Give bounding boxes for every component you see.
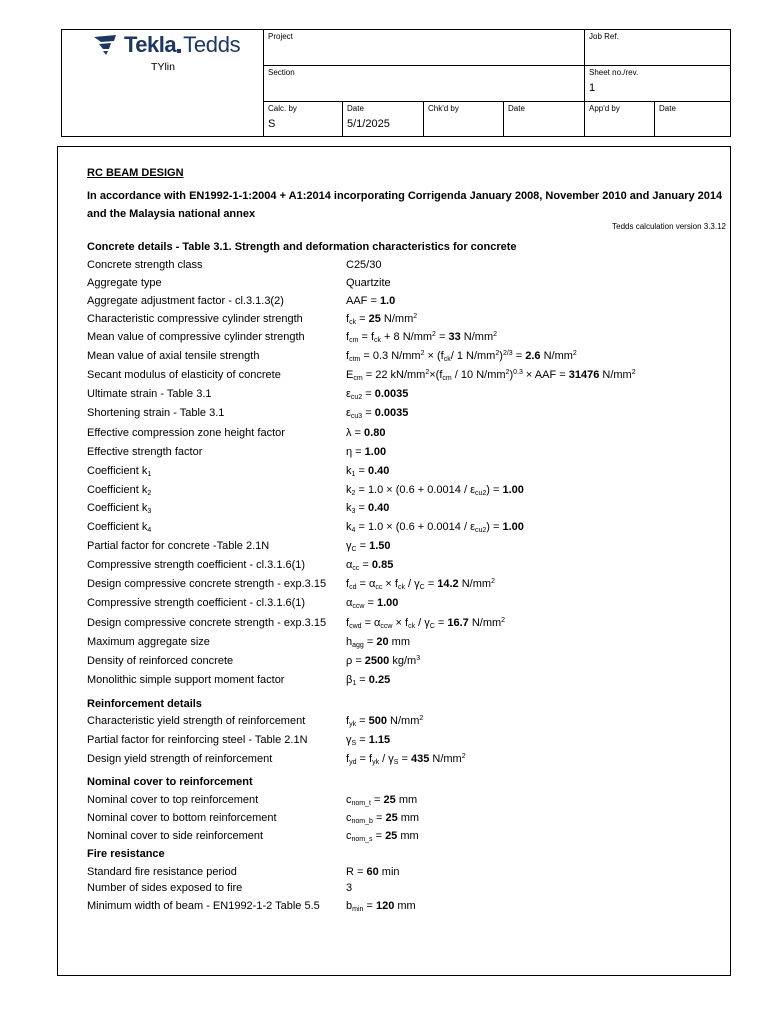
calc-header [61, 29, 731, 137]
calc-label-r14: Coefficient $k_3$ [87, 502, 152, 515]
calc-value-r7: $E_{cm} = 22$ $kN/mm^2\times(f_{cm} / 10$ $N/mm^2)^{0.3}$ × AAF = 31476 $N/mm^2$ [346, 369, 636, 382]
calc-value-r21: $h_{agg} = 20$ mm [346, 636, 410, 649]
calcby-value: S [268, 118, 276, 130]
appdby-cell [585, 102, 655, 136]
calc-value-r12: $k_1 = 0.40$ [346, 465, 390, 478]
calc-label-r8: Ultimate strain - Table 3.1 [87, 388, 212, 400]
calc-value-r6: $f_{ctm} = 0.3$ $N/mm^2 \times (f_{ck}/$ 1 $N/mm^2)^{2/3} = 2.6$ $N/mm^2$ [346, 350, 577, 363]
calc-value-r9: $\varepsilon_{cu3} = 0.0035$ [346, 407, 409, 420]
calc-label-r18: Design compressive concrete strength - exp.3.15 [87, 578, 327, 590]
calc-label-r15: Coefficient $k_4$ [87, 521, 152, 534]
calc-value-r17: $\alpha_{cc} = 0.85$ [346, 559, 394, 572]
calc-label-r23: Monolithic simple support moment factor [87, 674, 285, 686]
calc-label-r6: Mean value of axial tensile strength [87, 350, 260, 362]
sheet-label: Sheet no./rev. [589, 68, 639, 77]
calc-value-r19: $\alpha_{ccw} = 1.00$ [346, 597, 399, 610]
calc-value-r8: $\varepsilon_{cu2} = 0.0035$ [346, 388, 409, 401]
jobref-label: Job Ref. [589, 32, 619, 41]
calc-label-r5: Mean value of compressive cylinder strength [87, 331, 305, 343]
calc-label-r25: Partial factor for reinforcing steel - Table 2.1N [87, 734, 308, 746]
logo-tekla-text: Tekla [124, 32, 177, 57]
calc-title: RC BEAM DESIGN [87, 167, 184, 179]
date3-label: Date [659, 104, 676, 113]
calc-label-r30: Standard fire resistance period [87, 866, 237, 878]
calc-label-r11: Effective strength factor [87, 446, 203, 458]
tedds-version: Tedds calculation version 3.3.12 [612, 222, 726, 231]
sheet-cell [585, 66, 730, 102]
calc-label-r13: Coefficient $k_2$ [87, 484, 152, 497]
calc-label-r32: Minimum width of beam - EN1992-1-2 Table 5.5 [87, 900, 320, 912]
section-label: Section [268, 68, 295, 77]
calc-label-r19: Compressive strength coefficient - cl.3.1.6(1) [87, 597, 306, 609]
calc-value-r1: C25/30 [346, 259, 382, 271]
calc-label-r12: Coefficient $k_1$ [87, 465, 152, 478]
section-heading-fire: Fire resistance [87, 848, 165, 860]
calc-value-r3: AAF = 1.0 [346, 295, 396, 307]
section-heading-reinforcement: Reinforcement details [87, 698, 202, 710]
calc-value-r2: Quartzite [346, 277, 391, 289]
calc-label-r1: Concrete strength class [87, 259, 203, 271]
calc-value-r23: $\beta_1 = 0.25$ [346, 674, 391, 687]
calc-value-r24: $f_{yk} = 500$ $N/mm^2$ [346, 715, 424, 728]
date1-value: 5/1/2025 [347, 118, 390, 130]
sheet-value: 1 [589, 82, 596, 94]
calc-label-r16: Partial factor for concrete -Table 2.1N [87, 540, 270, 552]
chkdby-cell [424, 102, 504, 136]
calc-value-r32: $b_{min} = 120$ mm [346, 900, 416, 913]
calc-value-r30: R = 60 min [346, 866, 400, 878]
calc-value-r20: $f_{cwd} = \alpha_{ccw} \times f_{ck} / \gamma_C = 16.7$ $N/mm^2$ [346, 617, 506, 630]
calc-value-r25: $\gamma_S = 1.15$ [346, 734, 391, 747]
calc-value-r5: $f_{cm} = f_{ck} + 8$ $N/mm^2 = 33$ $N/mm^2$ [346, 331, 498, 344]
calc-label-r31: Number of sides exposed to fire [87, 882, 243, 894]
date1-cell [343, 102, 424, 136]
calc-label-r17: Compressive strength coefficient - cl.3.1.6(1) [87, 559, 306, 571]
date2-cell [504, 102, 585, 136]
calc-value-r4: $f_{ck} = 25$ $N/mm^2$ [346, 313, 418, 326]
calc-label-r22: Density of reinforced concrete [87, 655, 234, 667]
calc-label-r21: Maximum aggregate size [87, 636, 210, 648]
date1-label: Date [347, 104, 364, 113]
calc-value-r26: $f_{yd} = f_{yk} / \gamma_S = 435$ $N/mm^2$ [346, 753, 466, 766]
tekla-tedds-logo [92, 32, 240, 58]
code-reference: In accordance with EN1992-1-1:2004 + A1:2014 incorporating Corrigenda January 2008, November 2010 and January 2014 and the Malaysia national annex [87, 190, 723, 220]
calc-label-r10: Effective compression zone height factor [87, 427, 285, 439]
calcby-cell [264, 102, 343, 136]
date3-cell [655, 102, 730, 136]
company-name: TYlin [151, 61, 175, 73]
tekla-logo-icon [92, 34, 118, 56]
calc-label-r7: Secant modulus of elasticity of concrete [87, 369, 281, 381]
section-cell [264, 66, 585, 102]
calc-label-r9: Shortening strain - Table 3.1 [87, 407, 225, 419]
calc-label-r20: Design compressive concrete strength - exp.3.15 [87, 617, 327, 629]
calc-value-r31: 3 [346, 882, 353, 894]
jobref-cell [585, 30, 730, 66]
appdby-label: App'd by [589, 104, 620, 113]
chkdby-label: Chk'd by [428, 104, 459, 113]
calc-label-r27: Nominal cover to top reinforcement [87, 794, 259, 806]
calcby-label: Calc. by [268, 104, 297, 113]
calc-value-r29: $c_{nom\_s} = 25$ mm [346, 830, 419, 843]
logo-cell [62, 30, 264, 136]
calc-value-r28: $c_{nom\_b} = 25$ mm [346, 812, 420, 825]
calc-value-r22: ρ = 2500 $kg/m^3$ [346, 655, 421, 667]
calc-value-r14: $k_3 = 0.40$ [346, 502, 390, 515]
calc-label-r24: Characteristic yield strength of reinforcement [87, 715, 306, 727]
calc-value-r10: λ = 0.80 [346, 427, 386, 439]
calc-value-r16: $\gamma_C = 1.50$ [346, 540, 391, 553]
calc-value-r27: $c_{nom\_t} = 25$ mm [346, 794, 418, 807]
calc-value-r18: $f_{cd} = \alpha_{cc} \times f_{ck} / \gamma_C = 14.2$ $N/mm^2$ [346, 578, 495, 591]
logo-dot [177, 49, 181, 53]
calc-label-r26: Design yield strength of reinforcement [87, 753, 273, 765]
section-heading-concrete: Concrete details - Table 3.1. Strength and deformation characteristics for concrete [87, 241, 517, 253]
calc-label-r28: Nominal cover to bottom reinforcement [87, 812, 277, 824]
logo-tedds-text: Tedds [183, 32, 241, 57]
calc-label-r29: Nominal cover to side reinforcement [87, 830, 264, 842]
calc-label-r2: Aggregate type [87, 277, 162, 289]
section-heading-cover: Nominal cover to reinforcement [87, 776, 253, 788]
calc-label-r3: Aggregate adjustment factor - cl.3.1.3(2) [87, 295, 284, 307]
calc-label-r4: Characteristic compressive cylinder strength [87, 313, 303, 325]
project-label: Project [268, 32, 293, 41]
calc-value-r13: $k_2 = 1.0 \times (0.6 + 0.0014 / \varepsilon_{cu2}) = 1.00$ [346, 484, 524, 497]
calc-value-r15: $k_4 = 1.0 \times (0.6 + 0.0014 / \varepsilon_{cu2}) = 1.00$ [346, 521, 524, 534]
date2-label: Date [508, 104, 525, 113]
calc-value-r11: η = 1.00 [346, 446, 387, 458]
project-cell [264, 30, 585, 66]
